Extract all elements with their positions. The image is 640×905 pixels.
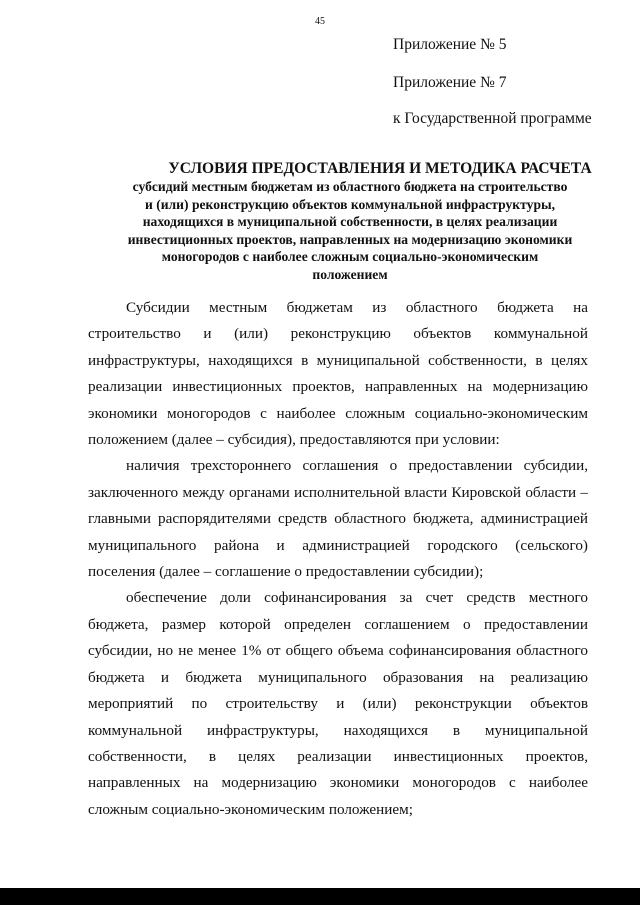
paragraph-2: наличия трехстороннего соглашения о предоставлении субсидии, заключенного между органами исполнительной власти Кировской области – главными распорядителями средств областного бюджета, администрацией муниципального района и администрацией городского (сельского) поселения (далее – соглашение о предоставлении субсидии); — [88, 457, 588, 581]
document-body — [88, 295, 588, 823]
title-sub-line-3: находящихся в муниципальной собственности, в целях реализации — [142, 214, 558, 230]
title-main: УСЛОВИЯ ПРЕДОСТАВЛЕНИЯ И МЕТОДИКА РАСЧЕТА — [168, 160, 592, 177]
title-sub-line-6: положением — [312, 266, 388, 282]
title-sub-line-2: и (или) реконструкцию объектов коммунальной инфраструктуры, — [144, 196, 556, 212]
title-sub-line-1: субсидий местным бюджетам из областного бюджета на строительство — [132, 179, 568, 194]
appendix-line-3: к Государственной программе — [393, 110, 592, 127]
paragraph-1: Субсидии местным бюджетам из областного бюджета на строительство и (или) реконструкцию объектов коммунальной инфраструктуры, находящихся в муниципальной собственности, в целях реализации инвестиционных проектов, направленных на модернизацию экономики моногородов с наиболее сложным социально-экономическим положением (далее – субсидия), предоставляются при условии: — [88, 299, 588, 449]
appendix-line-1: Приложение № 5 — [393, 36, 507, 53]
document-title — [80, 160, 620, 284]
title-sub-line-5: моногородов с наиболее сложным социально-экономическим — [161, 249, 539, 265]
appendix-line-2: Приложение № 7 — [393, 74, 507, 91]
page-number: 45 — [315, 16, 325, 27]
title-sub-line-4: инвестиционных проектов, направленных на модернизацию экономики — [127, 231, 573, 247]
scan-edge-bar — [0, 888, 640, 905]
paragraph-3: обеспечение доли софинансирования за счет средств местного бюджета, размер которой определен соглашением о предоставлении субсидии, но не менее 1% от общего объема софинансирования областного бюджета и бюджета муниципального образования на реализацию мероприятий по строительству и (или) реконструкции объектов коммунальной инфраструктуры, находящихся в муниципальной собственности, в целях реализации инвестиционных проектов, направленных на модернизацию экономики моногородов с наиболее сложным социально-экономическим положением; — [88, 589, 588, 818]
